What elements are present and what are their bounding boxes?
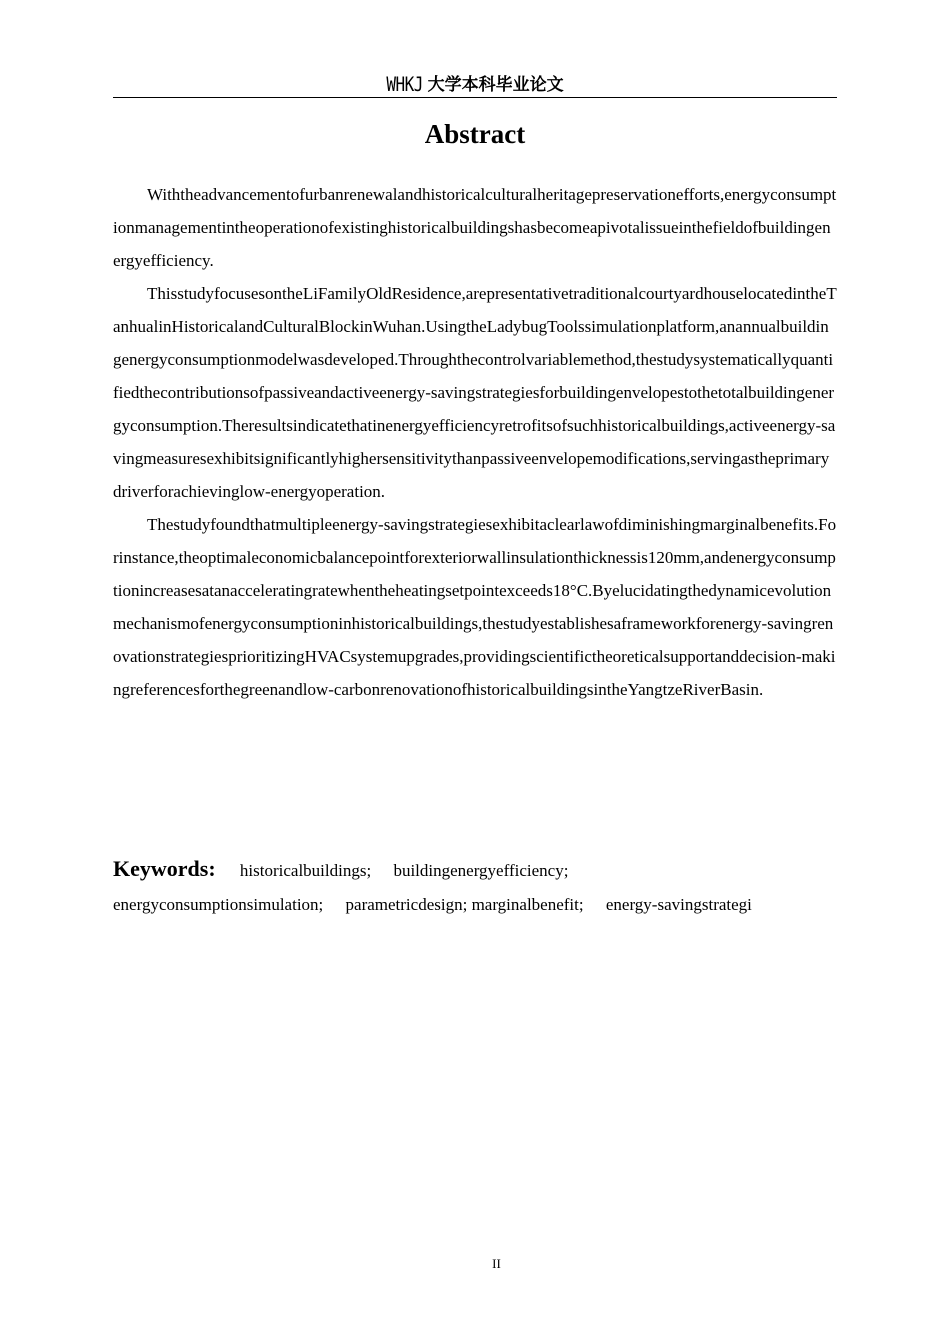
abstract-paragraph-1: Withtheadvancementofurbanrenewalandhistoricalculturalheritagepreservationefforts,energyconsumptionmanagementintheoperationofexistinghistoricalbuildingshasbecomeapivotalissueinthefieldofbuildingenergyefficiency. (113, 185, 837, 270)
keyword: historicalbuildings; (239, 861, 372, 880)
keyword: parametricdesign; (345, 895, 468, 914)
keyword: energy-savingstrategi (605, 895, 752, 914)
keyword: buildingenergyefficiency; (393, 861, 569, 880)
keywords-line-2 (113, 888, 837, 922)
header-university-code: WHKJ (386, 73, 423, 96)
header-thesis-label: 大学本科毕业论文 (427, 75, 564, 95)
abstract-title: Abstract (424, 119, 526, 149)
keywords-label: Keywords: (113, 856, 216, 881)
page-header (113, 74, 837, 98)
page-number: II (492, 1256, 501, 1271)
abstract-paragraph-2: ThisstudyfocusesontheLiFamilyOldResidence,arepresentativetraditionalcourtyardhouselocatedintheTanhualinHistoricalandCulturalBlockinWuhan.UsingtheLadybugToolssimulationplatform,anannualbuildingenergyconsumptionmodelwasdeveloped.Throughthecontrolvariablemethod,thestudysystematicallyquantifiedthecontributionsofpassiveandactiveenergy-savingstrategiesforbuildingenvelopestothetotalbuildingenergyconsumption.Theresultsindicatethatinenergyefficiencyretrofitsofsuchhistoricalbuildings,activeenergy-savingmeasuresexhibitsignificantlyhighersensitivitythanpassiveenvelopemodifications,servingastheprimarydriverforachievinglow-energyoperation. (113, 284, 837, 501)
keyword: marginalbenefit; (471, 895, 584, 914)
keywords-section (113, 852, 837, 922)
keywords-line-1 (113, 852, 837, 888)
keyword: energyconsumptionsimulation; (113, 895, 324, 914)
abstract-body (113, 178, 837, 706)
abstract-paragraph-3: Thestudyfoundthatmultipleenergy-savingstrategiesexhibitaclearlawofdiminishingmarginalbenefits.Forinstance,theoptimaleconomicbalancepointforexteriorwallinsulationthicknessis120mm,andenergyconsumptionincreasesatanacceleratingratewhentheheatingsetpointexceeds18°C.Byelucidatingthedynamicevolutionmechanismofenergyconsumptioninhistoricalbuildings,thestudyestablishesaframeworkforenergy-savingrenovationstrategiesprioritizingHVACsystemupgrades,providingscientifictheoreticalsupportanddecision-makingreferencesforthegreenandlow-carbonrenovationofhistoricalbuildingsintheYangtzeRiverBasin. (113, 515, 837, 699)
